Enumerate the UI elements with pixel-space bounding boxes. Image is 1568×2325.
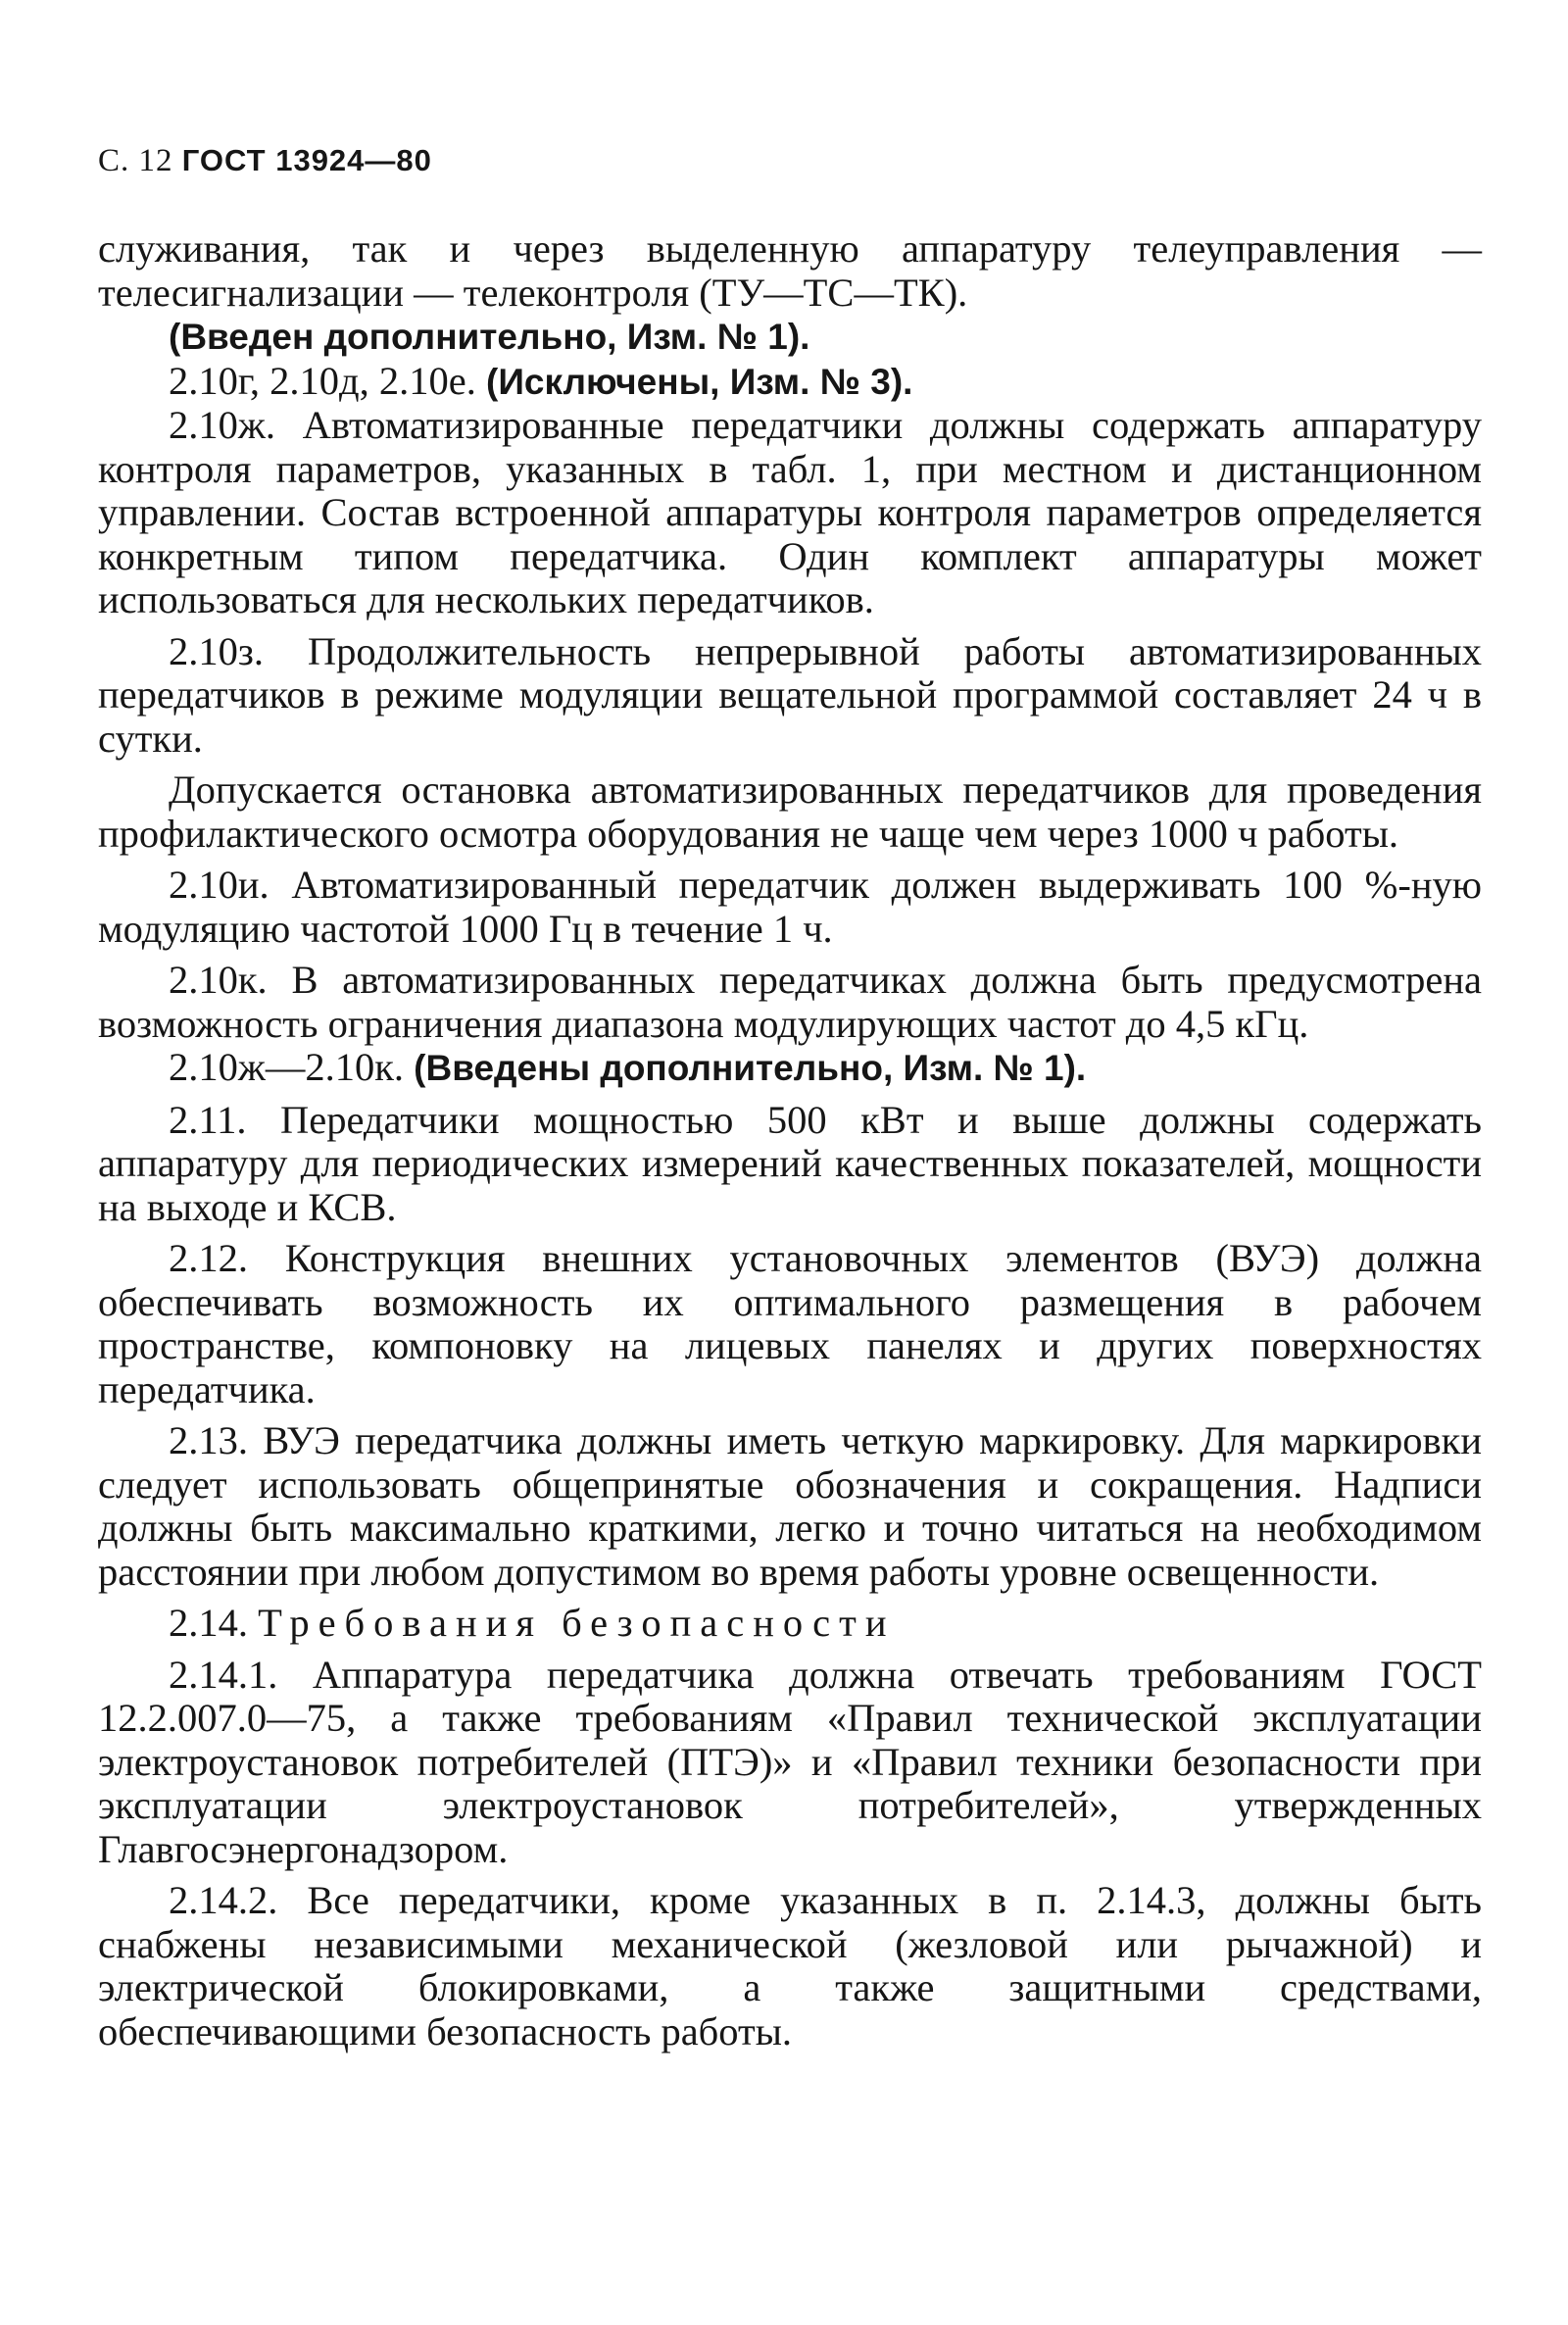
document-body	[98, 227, 1482, 2053]
page-number: С. 12	[98, 143, 173, 178]
paragraph-continuation: служивания, так и через выделенную аппаратуру телеуправления — телесигнализации — телеконтроля (ТУ—ТС—ТК).	[98, 226, 1482, 315]
paragraph-2-10zh-k-amendment: 2.10ж—2.10к. (Введены дополнительно, Изм. № 1).	[169, 1045, 1087, 1089]
paragraph-2-11: 2.11. Передатчики мощностью 500 кВт и выше должны содержать аппаратуру для периодических измерений качественных показателей, мощности на выходе и КСВ.	[98, 1097, 1482, 1229]
standard-title: ГОСТ 13924—80	[181, 143, 432, 177]
section-heading-safety: 2.14. Требования безопасности	[169, 1601, 896, 1645]
paragraph-2-13: 2.13. ВУЭ передатчика должны иметь четкую маркировку. Для маркировки следует использовать общепринятые обозначения и сокращения. Надписи должны быть максимально краткими, легко и точно читаться на необходимом расстоянии при любом допустимом во время работы уровне освещенности.	[98, 1418, 1482, 1594]
paragraph-2-14-1: 2.14.1. Аппаратура передатчика должна отвечать требованиям ГОСТ 12.2.007.0—75, а также требованиям «Правил технической эксплуатации электроустановок потребителей (ПТЭ)» и «Правил техники безопасности при эксплуатации электроустановок потребителей», утвержденных Главгосэнергонадзором.	[98, 1652, 1482, 1871]
page-header	[98, 143, 432, 179]
paragraph-2-12: 2.12. Конструкция внешних установочных элементов (ВУЭ) должна обеспечивать возможность их оптимального размещения в рабочем пространстве, компоновку на лицевых панелях и других поверхностях передатчика.	[98, 1236, 1482, 1411]
paragraph-2-10z: 2.10з. Продолжительность непрерывной работы автоматизированных передатчиков в режиме модуляции вещательной программой составляет 24 ч в сутки.	[98, 628, 1482, 761]
paragraph-2-10zh: 2.10ж. Автоматизированные передатчики должны содержать аппаратуру контроля параметров, указанных в табл. 1, при местном и дистанционном управлении. Состав встроенной аппаратуры контроля параметров определяется конкретным типом передатчика. Один комплект аппаратуры может использоваться для нескольких передатчиков.	[98, 403, 1482, 621]
paragraph-allowed-stop: Допускается остановка автоматизированных передатчиков для проведения профилактического осмотра оборудования не чаще чем через 1000 ч работы.	[98, 767, 1482, 856]
paragraph-amendment-note: (Введен дополнительно, Изм. № 1).	[169, 317, 810, 357]
paragraph-2-14-2: 2.14.2. Все передатчики, кроме указанных в п. 2.14.3, должны быть снабжены независимыми механической (жезловой или рычажной) и электрической блокировками, а также защитными средствами, обеспечивающими безопасность работы.	[98, 1878, 1482, 2053]
paragraph-2-10i: 2.10и. Автоматизированный передатчик должен выдерживать 100 %-ную модуляцию частотой 1000 Гц в течение 1 ч.	[98, 863, 1482, 951]
paragraph-2-10g-e: 2.10г, 2.10д, 2.10е. (Исключены, Изм. № 3).	[169, 358, 913, 403]
paragraph-2-10k: 2.10к. В автоматизированных передатчиках должна быть предусмотрена возможность ограничения диапазона модулирующих частот до 4,5 кГц.	[98, 958, 1482, 1046]
